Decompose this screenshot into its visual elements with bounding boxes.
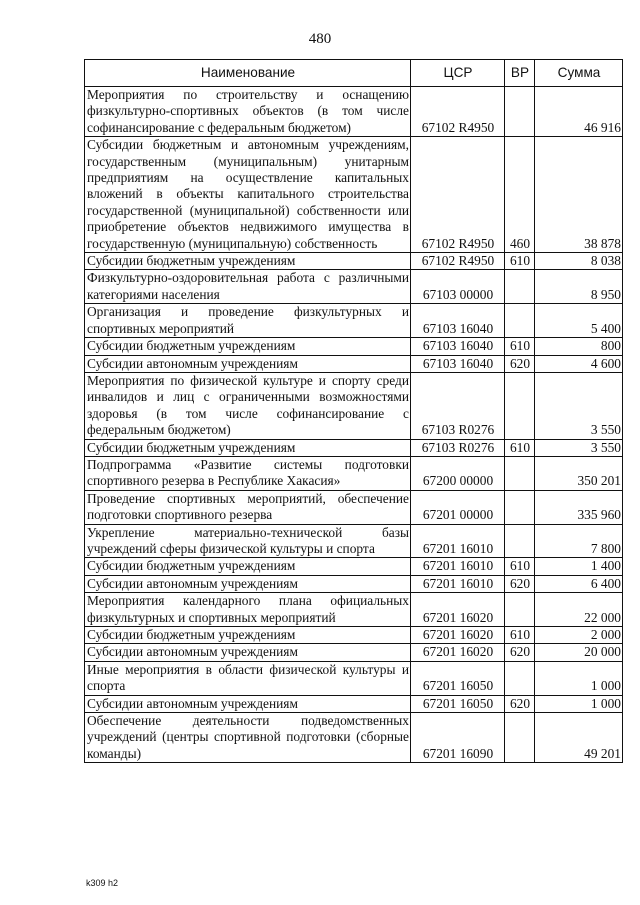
row-name: Субсидии автономным учреждениям (85, 644, 411, 661)
row-name: Субсидии бюджетным учреждениям (85, 338, 411, 355)
table-row (85, 304, 623, 338)
row-name: Субсидии бюджетным и автономным учреждениям, государственным (муниципальным) унитарным предприятиям на осуществление капитальных вложений в объекты капитального строительства государственной (муниципальной) собственности или приобретение объектов недвижимого имущества в государственную (муниципальную) собственность (85, 137, 411, 253)
row-sum: 49 201 (535, 713, 623, 763)
table-row (85, 524, 623, 558)
row-name: Иные мероприятия в области физической культуры и спорта (85, 661, 411, 695)
row-csr: 67201 16020 (411, 644, 505, 661)
row-csr: 67201 16010 (411, 558, 505, 575)
row-sum: 335 960 (535, 490, 623, 524)
table-row (85, 593, 623, 627)
row-csr: 67201 16050 (411, 695, 505, 712)
row-vr (505, 661, 535, 695)
table-header-row (85, 60, 623, 87)
table-row (85, 270, 623, 304)
table-row (85, 355, 623, 372)
row-name: Субсидии автономным учреждениям (85, 575, 411, 592)
row-csr: 67200 00000 (411, 456, 505, 490)
row-name: Субсидии бюджетным учреждениям (85, 558, 411, 575)
row-name: Организация и проведение физкультурных и спортивных мероприятий (85, 304, 411, 338)
row-name: Физкультурно-оздоровительная работа с различными категориями населения (85, 270, 411, 304)
row-csr: 67201 00000 (411, 490, 505, 524)
header-vr: ВР (505, 60, 535, 87)
row-vr: 610 (505, 558, 535, 575)
row-sum: 1 400 (535, 558, 623, 575)
row-sum: 22 000 (535, 593, 623, 627)
row-sum: 38 878 (535, 137, 623, 253)
table-row (85, 137, 623, 253)
row-sum: 6 400 (535, 575, 623, 592)
row-sum: 1 000 (535, 661, 623, 695)
table-row (85, 372, 623, 439)
row-vr (505, 593, 535, 627)
row-sum: 46 916 (535, 87, 623, 137)
table-row (85, 627, 623, 644)
footer-code: k309 h2 (86, 878, 119, 888)
row-name: Мероприятия календарного плана официальных физкультурных и спортивных мероприятий (85, 593, 411, 627)
row-sum: 3 550 (535, 439, 623, 456)
row-sum: 8 950 (535, 270, 623, 304)
table-row (85, 575, 623, 592)
header-name: Наименование (85, 60, 411, 87)
row-csr: 67201 16010 (411, 575, 505, 592)
header-sum: Сумма (535, 60, 623, 87)
row-csr: 67201 16050 (411, 661, 505, 695)
row-name: Обеспечение деятельности подведомственных учреждений (центры спортивной подготовки (сборные команды) (85, 713, 411, 763)
row-csr: 67103 16040 (411, 338, 505, 355)
row-csr: 67102 R4950 (411, 253, 505, 270)
row-vr (505, 456, 535, 490)
row-csr: 67103 16040 (411, 304, 505, 338)
row-vr (505, 270, 535, 304)
row-name: Субсидии бюджетным учреждениям (85, 627, 411, 644)
row-csr: 67201 16020 (411, 627, 505, 644)
row-csr: 67201 16090 (411, 713, 505, 763)
row-csr: 67103 R0276 (411, 372, 505, 439)
row-csr: 67103 00000 (411, 270, 505, 304)
row-name: Субсидии автономным учреждениям (85, 695, 411, 712)
row-sum: 1 000 (535, 695, 623, 712)
table-row (85, 439, 623, 456)
row-name: Субсидии автономным учреждениям (85, 355, 411, 372)
row-vr: 610 (505, 627, 535, 644)
row-name: Мероприятия по физической культуре и спорту среди инвалидов и лиц с ограниченными возможностями здоровья (в том числе софинансирование с федеральным бюджетом) (85, 372, 411, 439)
row-csr: 67201 16020 (411, 593, 505, 627)
table-row (85, 644, 623, 661)
row-vr: 620 (505, 695, 535, 712)
row-sum: 5 400 (535, 304, 623, 338)
row-sum: 2 000 (535, 627, 623, 644)
row-sum: 3 550 (535, 372, 623, 439)
budget-table (84, 59, 623, 763)
row-name: Подпрограмма «Развитие системы подготовки спортивного резерва в Республике Хакасия» (85, 456, 411, 490)
row-sum: 7 800 (535, 524, 623, 558)
table-row (85, 253, 623, 270)
row-vr (505, 524, 535, 558)
table-row (85, 661, 623, 695)
row-csr: 67102 R4950 (411, 87, 505, 137)
row-name: Проведение спортивных мероприятий, обеспечение подготовки спортивного резерва (85, 490, 411, 524)
row-sum: 20 000 (535, 644, 623, 661)
row-name: Мероприятия по строительству и оснащению физкультурно-спортивных объектов (в том числе софинансирование с федеральным бюджетом) (85, 87, 411, 137)
row-csr: 67103 R0276 (411, 439, 505, 456)
row-vr (505, 713, 535, 763)
row-vr: 610 (505, 439, 535, 456)
row-sum: 350 201 (535, 456, 623, 490)
table-row (85, 558, 623, 575)
row-vr (505, 87, 535, 137)
row-vr (505, 490, 535, 524)
table-row (85, 490, 623, 524)
row-vr (505, 372, 535, 439)
row-csr: 67102 R4950 (411, 137, 505, 253)
table-row (85, 456, 623, 490)
row-vr (505, 304, 535, 338)
row-sum: 4 600 (535, 355, 623, 372)
row-name: Укрепление материально-технической базы учреждений сферы физической культуры и спорта (85, 524, 411, 558)
row-sum: 800 (535, 338, 623, 355)
table-row (85, 87, 623, 137)
row-sum: 8 038 (535, 253, 623, 270)
row-vr: 610 (505, 338, 535, 355)
row-name: Субсидии бюджетным учреждениям (85, 439, 411, 456)
row-csr: 67103 16040 (411, 355, 505, 372)
row-vr: 460 (505, 137, 535, 253)
row-name: Субсидии бюджетным учреждениям (85, 253, 411, 270)
row-csr: 67201 16010 (411, 524, 505, 558)
table-row (85, 713, 623, 763)
row-vr: 620 (505, 644, 535, 661)
row-vr: 620 (505, 355, 535, 372)
table-row (85, 695, 623, 712)
page-number: 480 (308, 31, 332, 47)
table-row (85, 338, 623, 355)
row-vr: 610 (505, 253, 535, 270)
header-csr: ЦСР (411, 60, 505, 87)
row-vr: 620 (505, 575, 535, 592)
